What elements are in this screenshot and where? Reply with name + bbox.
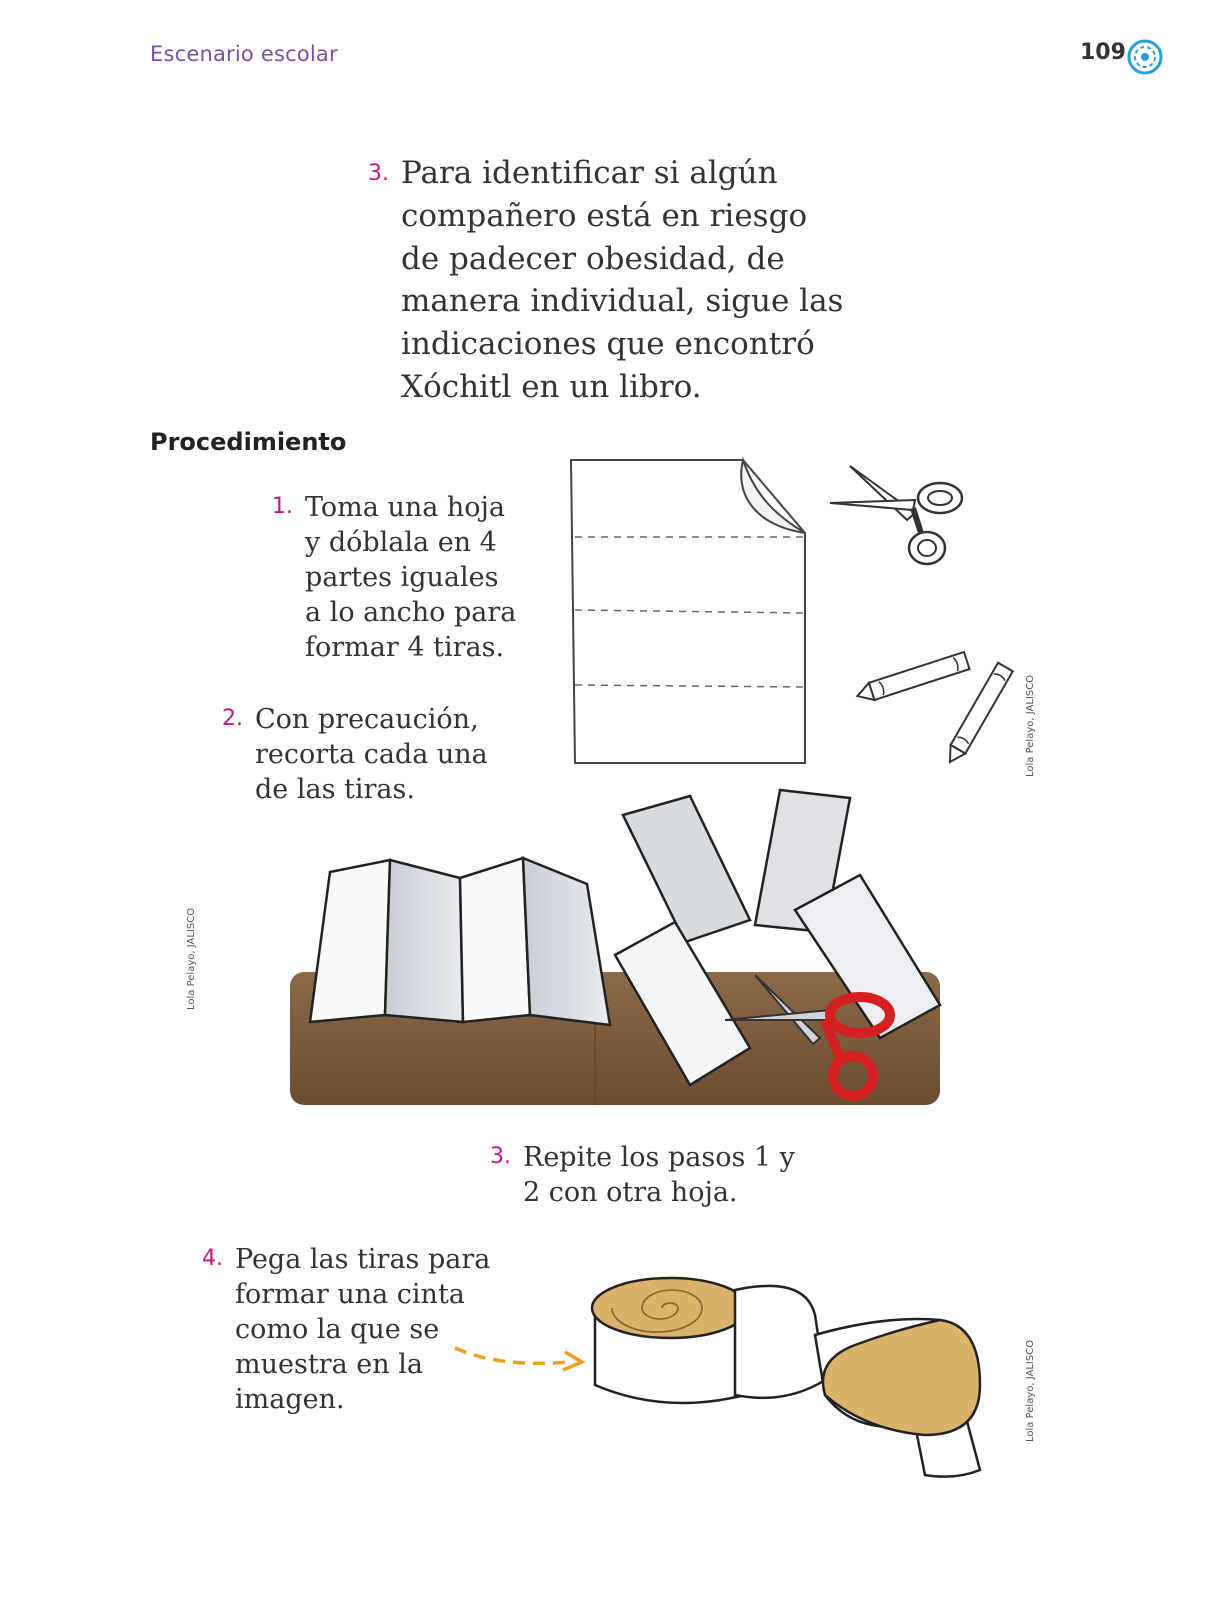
section-title: Escenario escolar <box>150 42 338 66</box>
step-3-number: 3. <box>490 1144 511 1169</box>
step-1 <box>272 490 516 665</box>
paper-roll-illustration <box>585 1265 1025 1485</box>
procedure-heading: Procedimiento <box>150 428 347 456</box>
step-4-text: Pega las tiras para formar una cinta como la que se muestra en la imagen. <box>235 1244 491 1416</box>
flower-emblem-icon <box>1126 38 1164 76</box>
step-3-text: Repite los pasos 1 y 2 con otra hoja. <box>523 1142 795 1209</box>
intro-instruction <box>368 152 843 409</box>
step-1-text: Toma una hoja y dóblala en 4 partes iguales a lo ancho para formar 4 tiras. <box>305 492 517 664</box>
step-4-number: 4. <box>202 1246 223 1271</box>
cut-strips-illustration <box>285 780 945 1110</box>
intro-text: Para identificar si algún compañero está en riesgo de padecer obesidad, de manera individual, sigue las indicaciones que encontró Xóchitl en un libro. <box>401 155 844 405</box>
folded-sheet-illustration <box>565 455 815 775</box>
step-4 <box>202 1242 490 1417</box>
step-2-number: 2. <box>222 706 243 731</box>
page-number: 109 <box>1080 40 1126 65</box>
intro-number: 3. <box>368 161 389 186</box>
step-1-number: 1. <box>272 494 293 519</box>
scissors-icon <box>825 458 970 573</box>
illustration-credit-3: Lola Pelayo, JALISCO <box>1025 1339 1036 1442</box>
step-3 <box>490 1140 795 1210</box>
illustration-credit-2: Lola Pelayo, JALISCO <box>186 907 197 1010</box>
crayons-icon <box>850 640 1030 765</box>
step-2-text: Con precaución, recorta cada una de las tiras. <box>255 704 488 806</box>
dashed-arrow-icon <box>450 1340 590 1375</box>
illustration-credit: Lola Pelayo, JALISCO <box>1025 674 1036 777</box>
